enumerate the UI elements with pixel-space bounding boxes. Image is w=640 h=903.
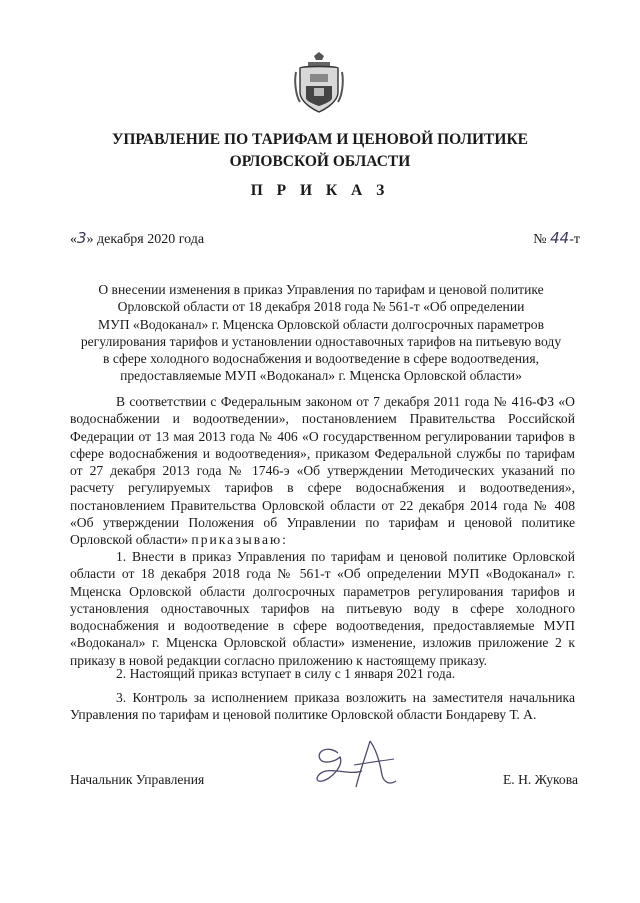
- preamble-paragraph: [70, 393, 575, 549]
- orders-word: приказываю:: [191, 532, 288, 548]
- item-1: 1. Внести в приказ Управления по тарифам и ценовой политике Орловской области от 18 декабря 2018 года № 561-т «Об определении МУП «Водоканал» г. Мценска Орловской области долгосрочных параметров регулирования тарифов и установления одноставочных тарифов на питьевую воду в сфере холодного водоснабжения и водоотведение в сфере водоотведения, предоставляемые МУП «Водоканал» г. Мценска Орловской области» изменение, изложив приложение 2 к приказу в новой редакции согласно приложению к настоящему приказу.: [70, 549, 575, 668]
- item-2: 2. Настоящий приказ вступает в силу с 1 января 2021 года.: [116, 666, 456, 681]
- date-open-quote: «: [70, 232, 77, 247]
- item-3: 3. Контроль за исполнением приказа возложить на заместителя начальника Управления по тарифам и ценовой политике Орловской области Бондареву Т. А.: [70, 690, 575, 723]
- order-subject: О внесении изменения в приказ Управления по тарифам и ценовой политике Орловской области от 18 декабря 2018 года № 561-т «Об определении МУП «Водоканал» г. Мценска Орловской области долгосрочных параметров регулирования тарифов и установлении одноставочных тарифов на питьевую воду в сфере холодного водоснабжения и водоотведение в сфере водоотведения, предоставляемые МУП «Водоканал» г. Мценска Орловской области»: [80, 282, 562, 384]
- order-number: [533, 229, 580, 248]
- number-prefix: №: [533, 232, 551, 247]
- date-day-handwritten: 3: [77, 229, 87, 247]
- date-rest: декабря 2020 года: [93, 232, 205, 247]
- date-close-quote: »: [86, 232, 94, 247]
- document-type: П Р И К А З: [250, 182, 390, 199]
- number-suffix: -т: [569, 232, 580, 247]
- order-date: [70, 229, 204, 248]
- handwritten-signature: [310, 735, 410, 795]
- agency-name: УПРАВЛЕНИЕ ПО ТАРИФАМ И ЦЕНОВОЙ ПОЛИТИКЕ ОРЛОВСКОЙ ОБЛАСТИ: [111, 131, 529, 170]
- coat-of-arms-emblem: [294, 52, 344, 114]
- signer-name: Е. Н. Жукова: [502, 772, 578, 787]
- preamble-text: В соответствии с Федеральным законом от 7 декабря 2011 года № 416-ФЗ «О водоснабжении и водоотведении», постановлением Правительства Российской Федерации от 13 мая 2013 года № 406 «О государственном регулировании тарифов в сфере водоснабжения и водоотведения», приказом Федеральной службы по тарифам от 27 декабря 2013 года № 1746-э «Об утверждении Методических указаний по расчету регулируемых тарифов в сфере водоснабжения и водоотведения», постановлением Правительства Орловской области от 22 декабря 2014 года № 408 «Об утверждении Положения об Управлении по тарифам и ценовой политике Орловской области»: [70, 394, 575, 548]
- signer-title: Начальник Управления: [70, 772, 205, 787]
- number-handwritten: 44: [550, 229, 570, 247]
